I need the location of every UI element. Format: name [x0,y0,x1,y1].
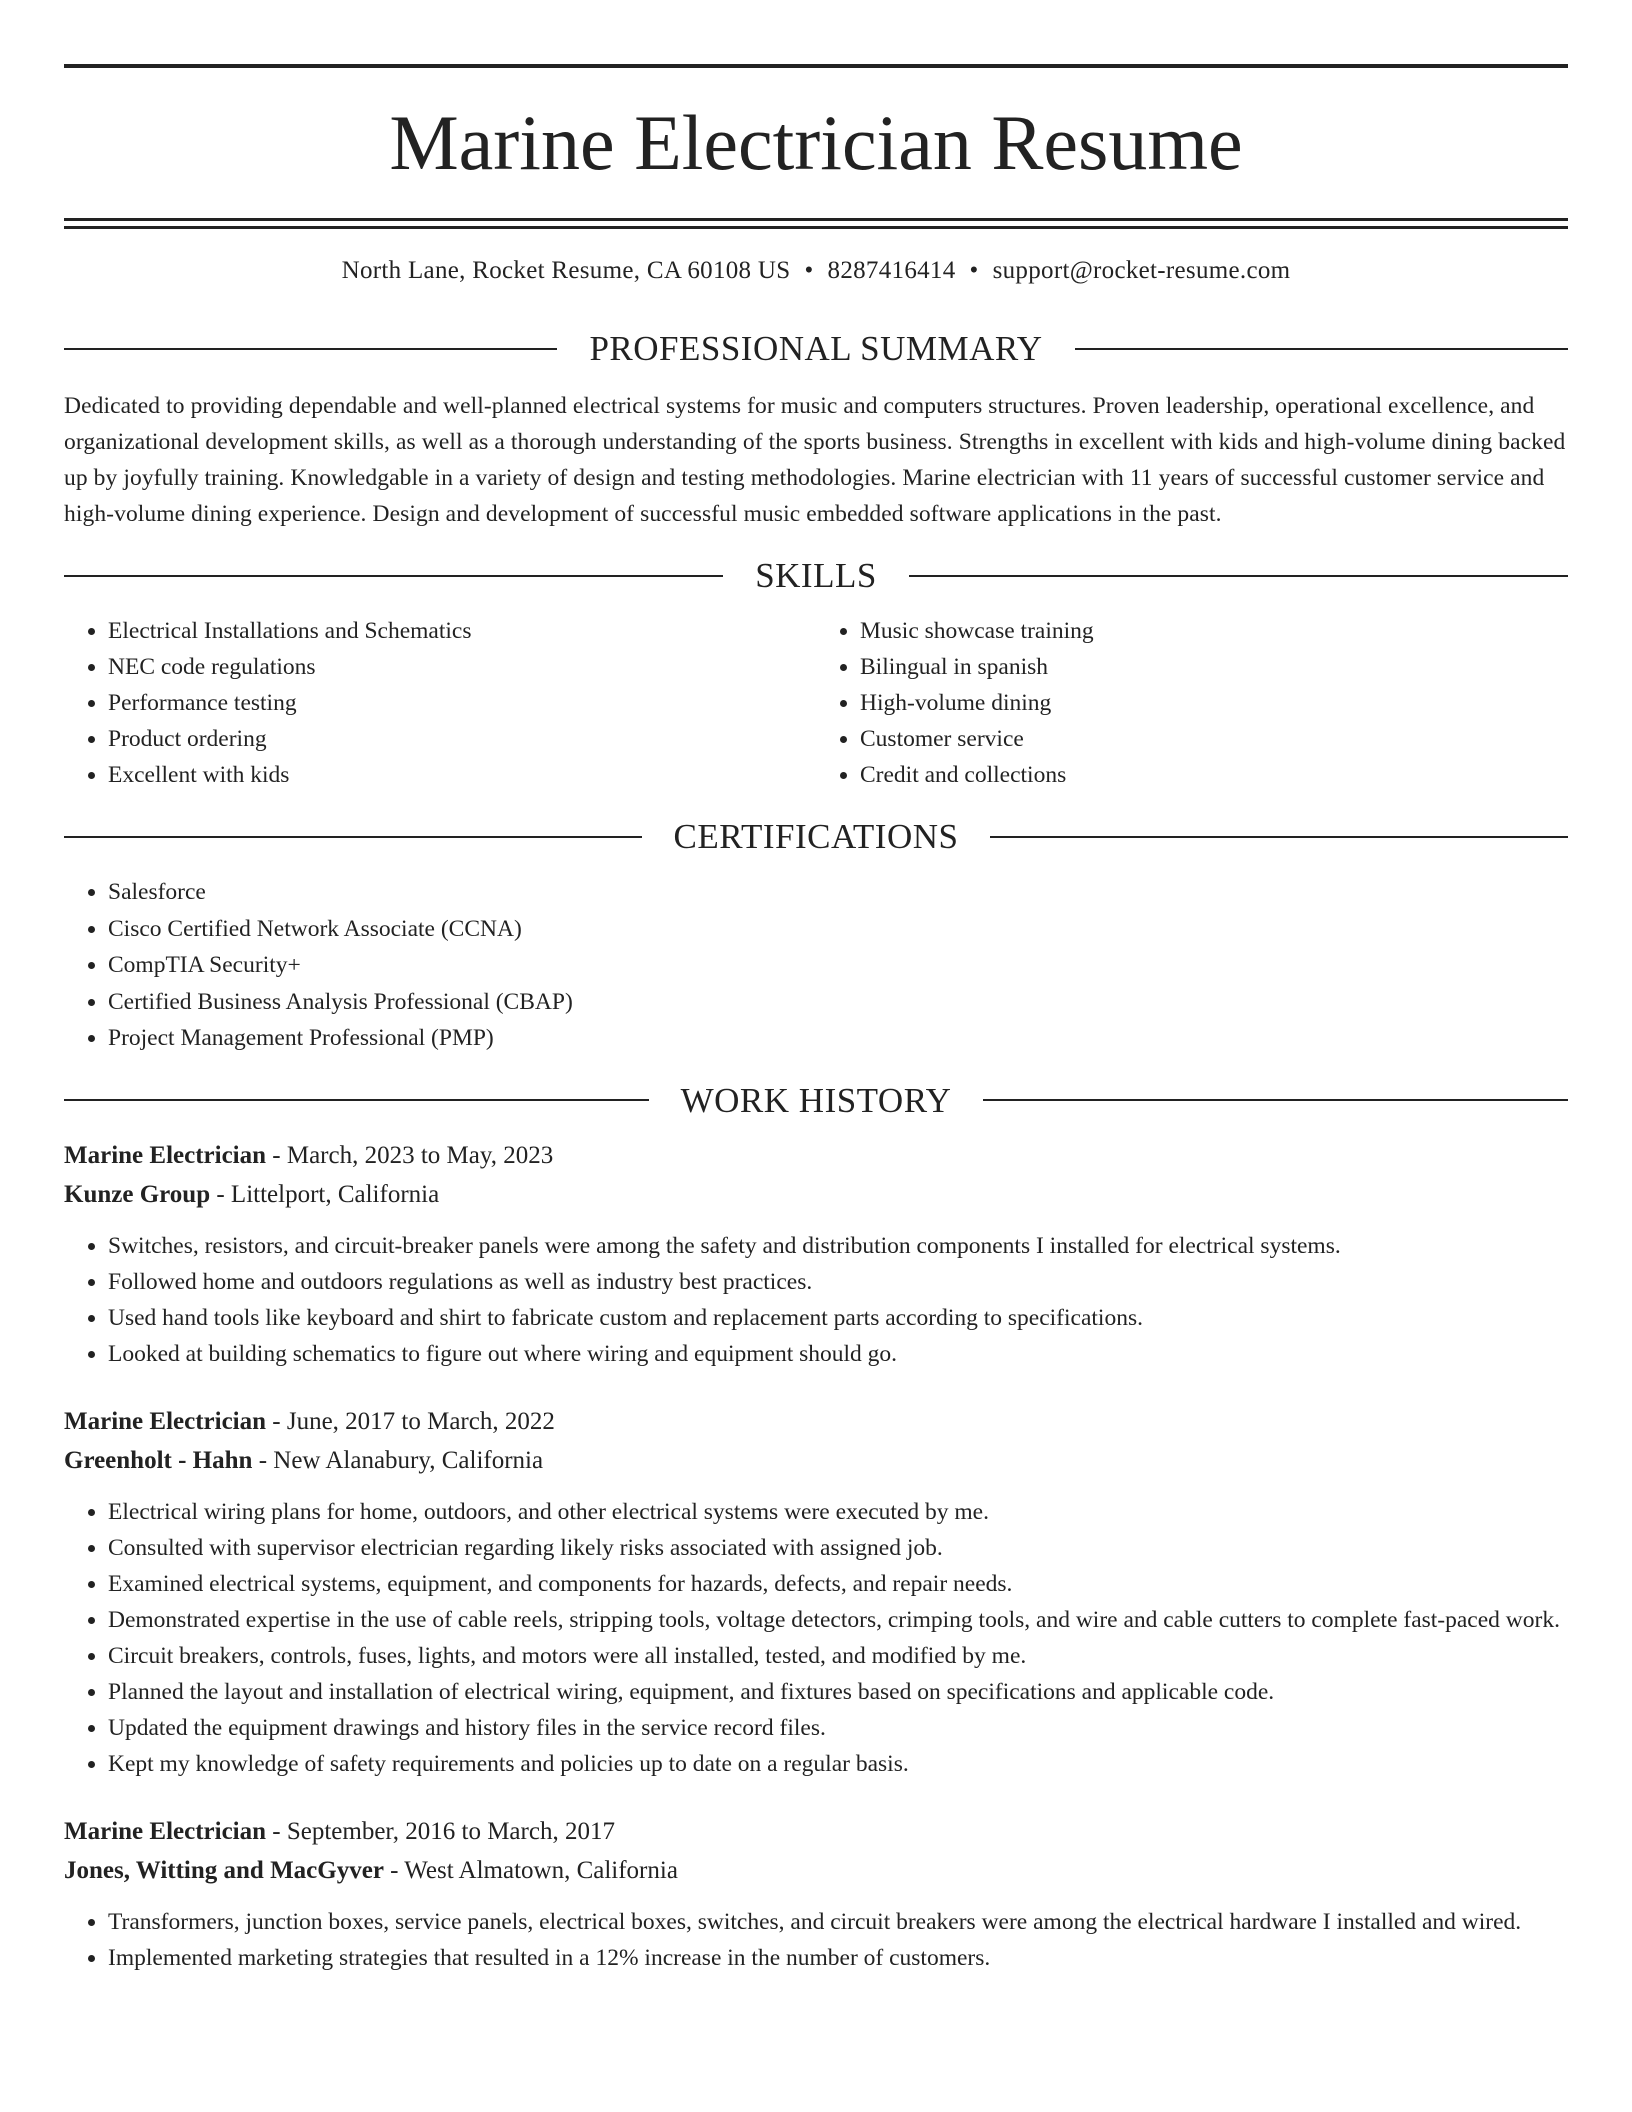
list-item: • Planned the layout and installation of electrical wiring, equipment, and fixtures based on specifications and applicable code. [108,1674,1568,1710]
job-company-line [64,1175,1568,1214]
section-header-skills [64,558,1568,593]
divider-line [1075,348,1568,350]
divider-line [983,1099,1568,1101]
list-item: • Salesforce [108,874,1568,911]
section-title-certifications: CERTIFICATIONS [673,817,959,856]
skills-list-left [64,613,816,793]
job-dates: - March, 2023 to May, 2023 [266,1141,554,1169]
list-item: • Examined electrical systems, equipment, and components for hazards, defects, and repair needs. [108,1566,1568,1602]
contact-email: support@rocket-resume.com [992,257,1291,284]
divider-line [909,575,1568,577]
job-bullets [64,1904,1568,1976]
contact-separator: • [804,257,814,284]
list-item: • High-volume dining [860,685,1568,721]
job-role-line [64,1136,1568,1175]
job-role: Marine Electrician [64,1817,267,1845]
resume-page [64,0,1568,1976]
contact-address: North Lane, Rocket Resume, CA 60108 US [341,257,791,284]
job-company: Jones, Witting and MacGyver [64,1856,384,1884]
job-dates: - June, 2017 to March, 2022 [266,1407,555,1435]
summary-paragraph: Dedicated to providing dependable and well-planned electrical systems for music and computers structures. Proven leadership, operational excellence, and organizational development skills, as well as a thorough understanding of the sports business. Strengths in excellent with kids and high-volume dining backed up by joyfully training. Knowledgable in a variety of design and testing methodologies. Marine electrician with 11 years of successful customer service and high-volume dining experience. Design and development of successful music embedded software applications in the past. [64,393,1566,527]
job-role: Marine Electrician [64,1407,267,1435]
divider-line [990,836,1568,838]
list-item: • CompTIA Security+ [108,947,1568,984]
list-item: • Project Management Professional (PMP) [108,1020,1568,1057]
job-location: - West Almatown, California [383,1856,678,1884]
job-location: - New Alanabury, California [252,1446,544,1474]
section-header-certifications [64,819,1568,854]
skills-columns [64,613,1568,793]
certifications-list [64,874,1568,1057]
divider-line [64,575,723,577]
divider-line [64,348,557,350]
contact-phone: 8287416414 [827,257,956,284]
job-bullets [64,1228,1568,1372]
list-item: • Excellent with kids [108,757,816,793]
work-history [64,1136,1568,1976]
job-entry [64,1812,1568,1976]
job-company-line [64,1441,1568,1480]
job-location: - Littelport, California [210,1180,440,1208]
divider-line [64,836,642,838]
list-item: • Followed home and outdoors regulations as well as industry best practices. [108,1264,1568,1300]
job-bullets [64,1494,1568,1782]
list-item: • Bilingual in spanish [860,649,1568,685]
section-header-summary [64,331,1568,366]
list-item: • Certified Business Analysis Professional (CBAP) [108,984,1568,1021]
contact-line [64,257,1568,285]
job-role-line [64,1812,1568,1851]
list-item: • Circuit breakers, controls, fuses, lights, and motors were all installed, tested, and modified by me. [108,1638,1568,1674]
job-company: Greenholt - Hahn [64,1446,253,1474]
top-rule [64,64,1568,68]
resume-title: Marine Electrician Resume [389,99,1243,186]
list-item: • Product ordering [108,721,816,757]
contact-separator: • [969,257,979,284]
job-entry [64,1136,1568,1372]
job-company-line [64,1851,1568,1890]
list-item: • Credit and collections [860,757,1568,793]
section-header-work [64,1080,1568,1120]
job-entry [64,1402,1568,1782]
list-item: • Cisco Certified Network Associate (CCNA) [108,911,1568,948]
list-item: • Electrical Installations and Schematics [108,613,816,649]
list-item: • NEC code regulations [108,649,816,685]
list-item: • Music showcase training [860,613,1568,649]
list-item: • Performance testing [108,685,816,721]
section-title-work: WORK HISTORY [680,1080,952,1120]
list-item: • Used hand tools like keyboard and shirt to fabricate custom and replacement parts according to specifications. [108,1300,1568,1336]
skills-list-right [816,613,1568,793]
job-company: Kunze Group [64,1180,211,1208]
list-item: • Transformers, junction boxes, service panels, electrical boxes, switches, and circuit breakers were among the electrical hardware I installed and wired. [108,1904,1568,1940]
list-item: • Electrical wiring plans for home, outdoors, and other electrical systems were executed by me. [108,1494,1568,1530]
job-dates: - September, 2016 to March, 2017 [266,1817,615,1845]
title-double-rule [64,218,1568,229]
list-item: • Demonstrated expertise in the use of cable reels, stripping tools, voltage detectors, crimping tools, and wire and cable cutters to complete fast-paced work. [108,1602,1568,1638]
divider-line [64,1099,649,1101]
section-title-summary: PROFESSIONAL SUMMARY [589,329,1043,368]
list-item: • Customer service [860,721,1568,757]
section-title-skills: SKILLS [755,556,877,595]
list-item: • Implemented marketing strategies that resulted in a 12% increase in the number of customers. [108,1940,1568,1976]
list-item: • Kept my knowledge of safety requirements and policies up to date on a regular basis. [108,1746,1568,1782]
list-item: • Looked at building schematics to figure out where wiring and equipment should go. [108,1336,1568,1372]
list-item: • Updated the equipment drawings and history files in the service record files. [108,1710,1568,1746]
list-item: • Switches, resistors, and circuit-breaker panels were among the safety and distribution components I installed for electrical systems. [108,1228,1568,1264]
job-role: Marine Electrician [64,1141,267,1169]
job-role-line [64,1402,1568,1441]
list-item: • Consulted with supervisor electrician regarding likely risks associated with assigned job. [108,1530,1568,1566]
